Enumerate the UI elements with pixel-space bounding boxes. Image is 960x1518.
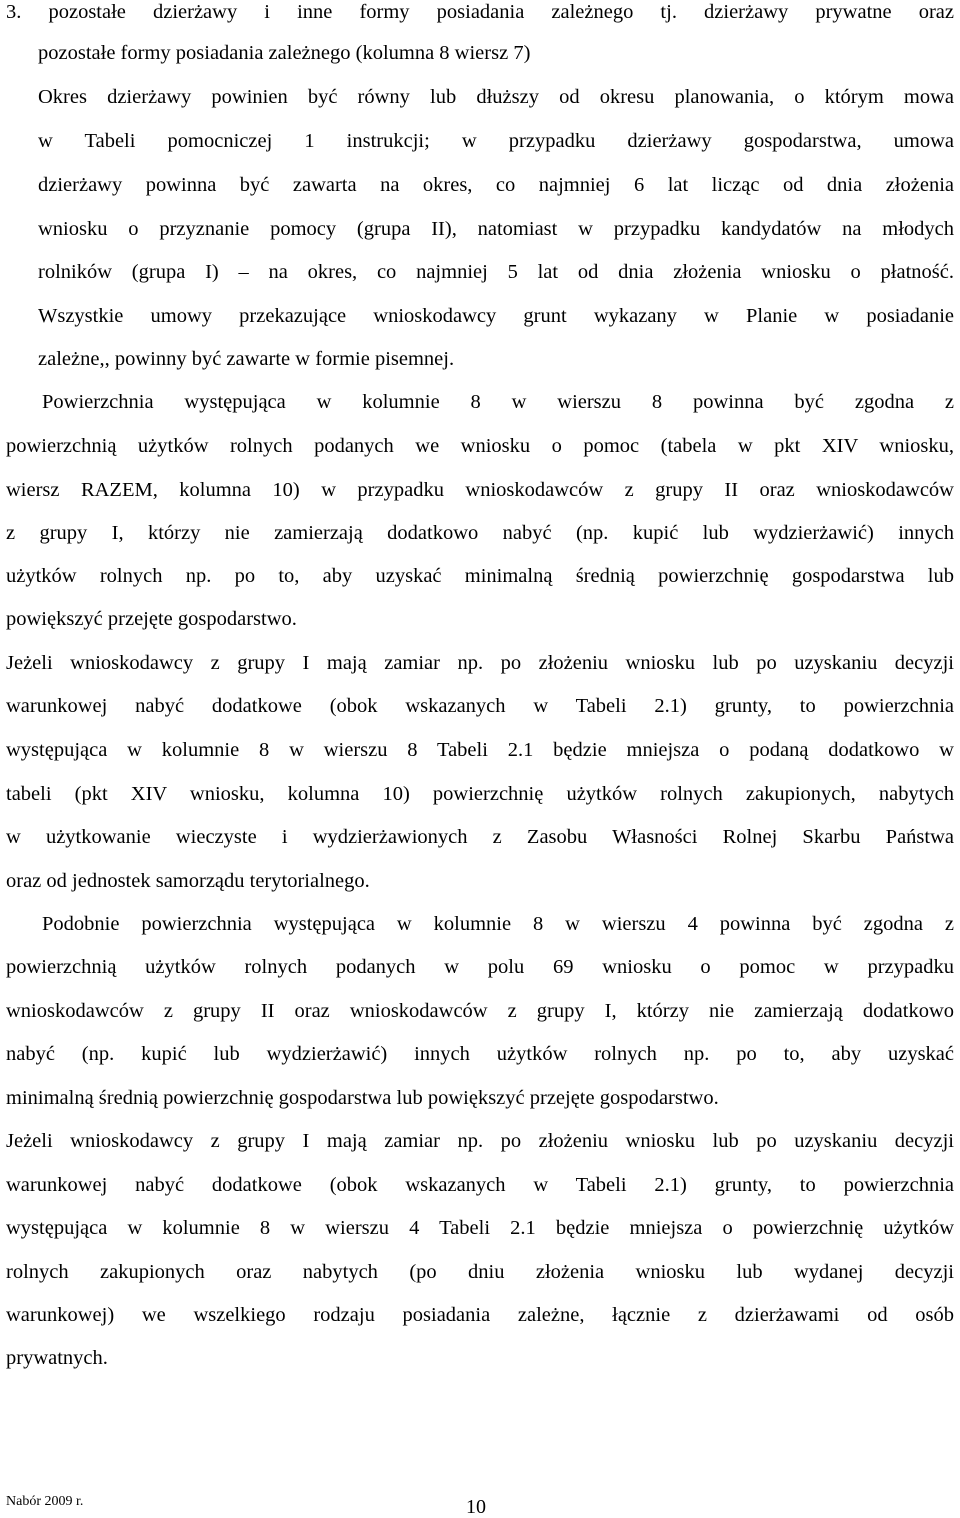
footer-edition-label: Nabór 2009 r. <box>6 1494 84 1509</box>
paragraph-line: powiększyć przejęte gospodarstwo. <box>6 608 297 630</box>
paragraph-line: nabyć (np. kupić lub wydzierżawić) innych użytków rolnych np. po to, aby uzyskać <box>6 1043 954 1065</box>
paragraph-line: minimalną średnią powierzchnię gospodarstwa lub powiększyć przejęte gospodarstwo. <box>6 1087 719 1109</box>
list-item-3-line-2: pozostałe formy posiadania zależnego (kolumna 8 wiersz 7) <box>38 42 531 64</box>
paragraph-line: tabeli (pkt XIV wniosku, kolumna 10) powierzchnię użytków rolnych zakupionych, nabytych <box>6 783 954 805</box>
paragraph-line: Jeżeli wnioskodawcy z grupy I mają zamiar np. po złożeniu wniosku lub po uzyskaniu decyzji <box>6 652 954 674</box>
paragraph-line: dzierżawy powinna być zawarta na okres, co najmniej 6 lat licząc od dnia złożenia <box>38 174 954 196</box>
paragraph-line: Wszystkie umowy przekazujące wnioskodawcy grunt wykazany w Planie w posiadanie <box>38 305 954 327</box>
paragraph-line: oraz od jednostek samorządu terytorialnego. <box>6 870 370 892</box>
paragraph-line: użytków rolnych np. po to, aby uzyskać minimalną średnią powierzchnię gospodarstwa lub <box>6 565 954 587</box>
paragraph-line: z grupy I, którzy nie zamierzają dodatkowo nabyć (np. kupić lub wydzierżawić) innych <box>6 522 954 544</box>
paragraph-line: Powierzchnia występująca w kolumnie 8 w wierszu 8 powinna być zgodna z <box>42 391 954 413</box>
paragraph-line: warunkowej) we wszelkiego rodzaju posiadania zależne, łącznie z dzierżawami od osób <box>6 1304 954 1326</box>
paragraph-line: prywatnych. <box>6 1347 108 1369</box>
paragraph-line: występująca w kolumnie 8 w wierszu 4 Tabeli 2.1 będzie mniejsza o powierzchnię użytków <box>6 1217 954 1239</box>
paragraph-line: zależne,, powinny być zawarte w formie pisemnej. <box>38 348 455 370</box>
list-item-3-line-1: 3. pozostałe dzierżawy i inne formy posiadania zależnego tj. dzierżawy prywatne oraz <box>6 1 954 23</box>
paragraph-line: wnioskodawców z grupy II oraz wnioskodawców z grupy I, którzy nie zamierzają dodatkowo <box>6 1000 954 1022</box>
paragraph-line: Jeżeli wnioskodawcy z grupy I mają zamiar np. po złożeniu wniosku lub po uzyskaniu decyzji <box>6 1130 954 1152</box>
paragraph-line: rolników (grupa I) – na okres, co najmniej 5 lat od dnia złożenia wniosku o płatność. <box>38 261 954 283</box>
paragraph-line: powierzchnią użytków rolnych podanych w polu 69 wniosku o pomoc w przypadku <box>6 956 954 978</box>
paragraph-line: rolnych zakupionych oraz nabytych (po dniu złożenia wniosku lub wydanej decyzji <box>6 1261 954 1283</box>
paragraph-line: warunkowej nabyć dodatkowe (obok wskazanych w Tabeli 2.1) grunty, to powierzchnia <box>6 1174 954 1196</box>
paragraph-line: powierzchnią użytków rolnych podanych we wniosku o pomoc (tabela w pkt XIV wniosku, <box>6 435 954 457</box>
paragraph-line: w Tabeli pomocniczej 1 instrukcji; w przypadku dzierżawy gospodarstwa, umowa <box>38 130 954 152</box>
page-number: 10 <box>466 1496 486 1518</box>
paragraph-line: wniosku o przyznanie pomocy (grupa II), natomiast w przypadku kandydatów na młodych <box>38 218 954 240</box>
paragraph-line: występująca w kolumnie 8 w wierszu 8 Tabeli 2.1 będzie mniejsza o podaną dodatkowo w <box>6 739 954 761</box>
paragraph-line: Okres dzierżawy powinien być równy lub dłuższy od okresu planowania, o którym mowa <box>38 86 954 108</box>
paragraph-line: wiersz RAZEM, kolumna 10) w przypadku wnioskodawców z grupy II oraz wnioskodawców <box>6 479 954 501</box>
paragraph-line: w użytkowanie wieczyste i wydzierżawionych z Zasobu Własności Rolnej Skarbu Państwa <box>6 826 954 848</box>
paragraph-line: warunkowej nabyć dodatkowe (obok wskazanych w Tabeli 2.1) grunty, to powierzchnia <box>6 695 954 717</box>
paragraph-line: Podobnie powierzchnia występująca w kolumnie 8 w wierszu 4 powinna być zgodna z <box>42 913 954 935</box>
